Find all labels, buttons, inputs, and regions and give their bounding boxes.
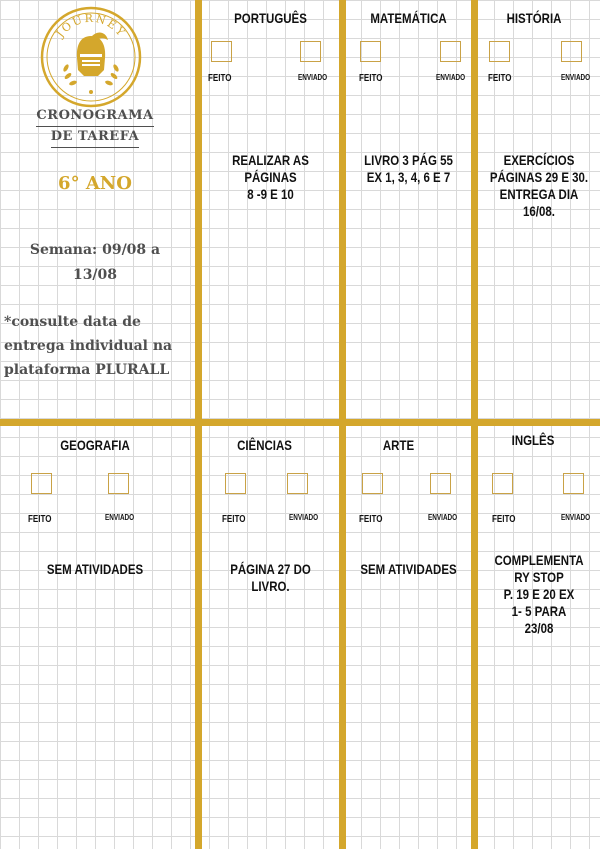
task-portugues: REALIZAR AS PÁGINAS 8 -9 E 10 (232, 152, 309, 202)
label-enviado: ENVIADO (289, 513, 319, 522)
checkbox-historia-feito[interactable] (489, 41, 510, 62)
week-range-line2: 13/08 (72, 267, 118, 283)
task-arte: SEM ATIVIDADES (360, 561, 457, 577)
schedule-title-line2: DE TAREFA (51, 127, 140, 148)
task-geografia: SEM ATIVIDADES (46, 561, 144, 577)
subject-geografia: GEOGRAFIA (60, 437, 130, 453)
label-enviado: ENVIADO (561, 513, 591, 522)
grade-label: 6° ANO (58, 173, 132, 194)
checkbox-portugues-feito[interactable] (211, 41, 232, 62)
label-enviado: ENVIADO (105, 513, 135, 522)
label-feito: FEITO (359, 73, 383, 84)
subject-matematica: MATEMÁTICA (370, 10, 447, 26)
task-ciencias: PÁGINA 27 DO LIVRO. (230, 561, 311, 594)
task-matematica: LIVRO 3 PÁG 55 EX 1, 3, 4, 6 E 7 (364, 152, 453, 185)
task-ingles: COMPLEMENTA RY STOP P. 19 E 20 EX 1- 5 PARA 23/08 (494, 552, 584, 636)
subject-portugues: PORTUGUÊS (234, 10, 307, 26)
checkbox-ingles-enviado[interactable] (563, 473, 584, 494)
checkbox-arte-feito[interactable] (362, 473, 383, 494)
checkbox-matematica-feito[interactable] (360, 41, 381, 62)
label-feito: FEITO (359, 514, 383, 525)
knight-helmet-icon (77, 33, 108, 76)
label-enviado: ENVIADO (436, 73, 466, 82)
label-enviado: ENVIADO (561, 73, 591, 82)
label-feito: FEITO (488, 73, 512, 84)
label-feito: FEITO (208, 73, 232, 84)
checkbox-geografia-enviado[interactable] (108, 473, 129, 494)
checkbox-ingles-feito[interactable] (492, 473, 513, 494)
week-range-line1: Semana: 09/08 a (29, 242, 161, 258)
checkbox-ciencias-feito[interactable] (225, 473, 246, 494)
subject-arte: ARTE (382, 437, 415, 453)
label-enviado: ENVIADO (298, 73, 328, 82)
schedule-title (20, 106, 170, 148)
week-range (14, 238, 176, 288)
divider-horizontal (0, 419, 600, 426)
schedule-title-line1: CRONOGRAMA (36, 106, 153, 127)
label-feito: FEITO (28, 514, 52, 525)
subject-ciencias: CIÊNCIAS (237, 437, 292, 453)
checkbox-matematica-enviado[interactable] (440, 41, 461, 62)
subject-ingles: INGLÊS (511, 432, 555, 448)
delivery-note: *consulte data de entrega individual na plataforma PLURALL (4, 314, 173, 378)
checkbox-historia-enviado[interactable] (561, 41, 582, 62)
task-historia: EXERCÍCIOS PÁGINAS 29 E 30. ENTREGA DIA 16/08. (489, 152, 589, 219)
label-enviado: ENVIADO (428, 513, 458, 522)
logo-text: JOURNEY (53, 11, 129, 40)
checkbox-geografia-feito[interactable] (31, 473, 52, 494)
checkbox-portugues-enviado[interactable] (300, 41, 321, 62)
journey-logo (40, 6, 142, 108)
checkbox-arte-enviado[interactable] (430, 473, 451, 494)
label-feito: FEITO (222, 514, 246, 525)
checkbox-ciencias-enviado[interactable] (287, 473, 308, 494)
subject-historia: HISTÓRIA (506, 10, 562, 26)
label-feito: FEITO (492, 514, 516, 525)
